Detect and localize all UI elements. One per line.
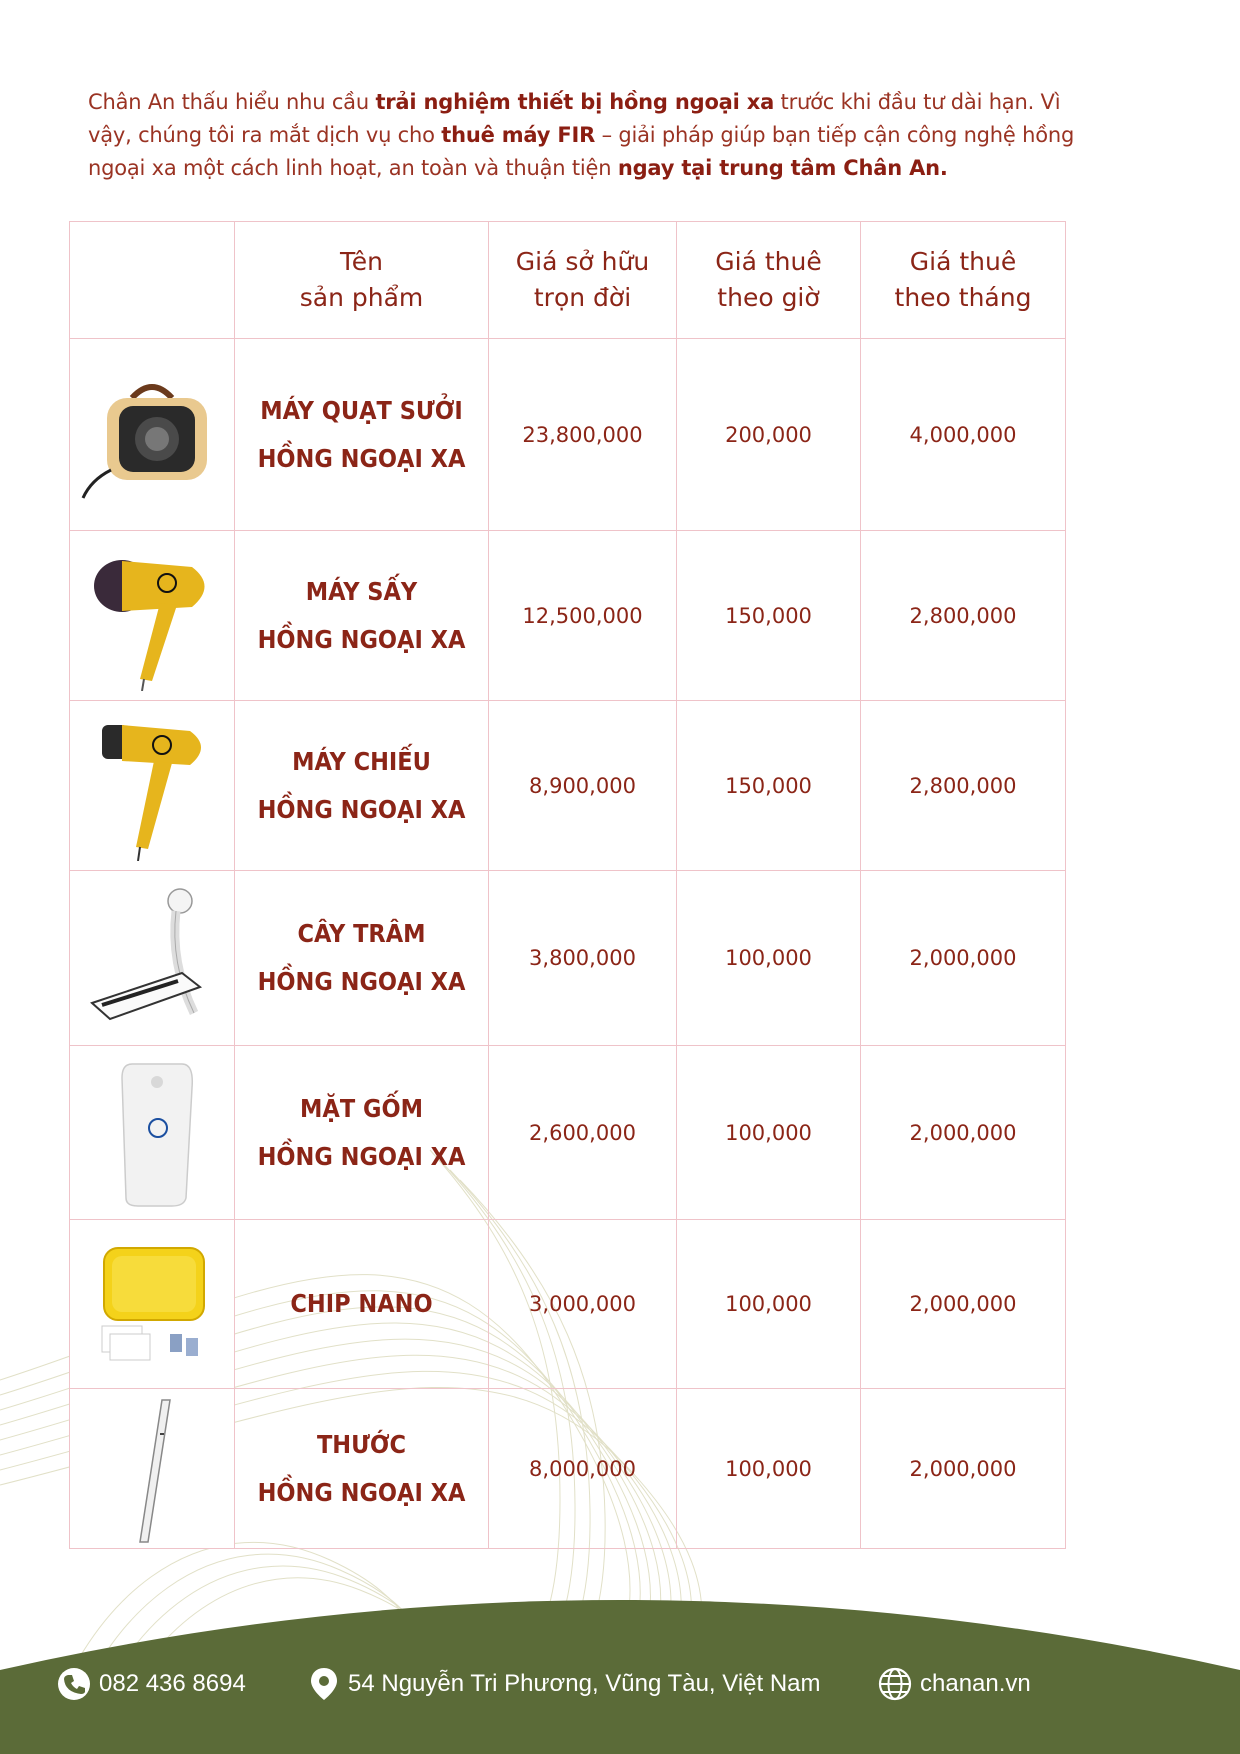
monthly-rent: 4,000,000 xyxy=(861,339,1066,531)
header-monthly-rent: Giá thuê theo tháng xyxy=(861,222,1066,339)
product-image-cell xyxy=(70,1389,235,1549)
hourly-rent: 100,000 xyxy=(677,1220,861,1389)
nano-chip-box-icon xyxy=(82,1234,222,1374)
hourly-rent: 200,000 xyxy=(677,339,861,531)
product-name: MẶT GỐM HỒNG NGOẠI XA xyxy=(235,1046,489,1220)
product-image-cell xyxy=(70,701,235,871)
monthly-rent: 2,000,000 xyxy=(861,871,1066,1046)
header-hourly-rent: Giá thuê theo giờ xyxy=(677,222,861,339)
hair-dryer-icon xyxy=(82,541,222,691)
ownership-price: 23,800,000 xyxy=(489,339,677,531)
footer-website[interactable] xyxy=(878,1660,1031,1708)
ownership-price: 8,000,000 xyxy=(489,1389,677,1549)
product-name: MÁY SẤY HỒNG NGOẠI XA xyxy=(235,531,489,701)
product-image-cell xyxy=(70,339,235,531)
hourly-rent: 150,000 xyxy=(677,531,861,701)
product-image-cell xyxy=(70,1046,235,1220)
footer-address[interactable] xyxy=(308,1660,821,1708)
table-row xyxy=(70,1220,1066,1389)
product-name: CÂY TRÂM HỒNG NGOẠI XA xyxy=(235,871,489,1046)
footer-background xyxy=(0,1560,1240,1754)
address-text[interactable]: 54 Nguyễn Tri Phương, Vũng Tàu, Việt Nam xyxy=(348,1670,821,1697)
fan-heater-icon xyxy=(77,370,227,500)
header-image-cell xyxy=(70,222,235,339)
product-name: MÁY CHIẾU HỒNG NGOẠI XA xyxy=(235,701,489,871)
intro-text-3: – giải pháp giúp bạn tiếp cận công nghệ hồng ngoại xa một cách linh hoạt, an toàn và thuận tiện xyxy=(88,123,1075,180)
product-image-cell xyxy=(70,531,235,701)
hourly-rent: 150,000 xyxy=(677,701,861,871)
product-image-cell xyxy=(70,871,235,1046)
product-image-cell xyxy=(70,1220,235,1389)
hourly-rent: 100,000 xyxy=(677,871,861,1046)
footer-contact-bar xyxy=(0,1660,1240,1708)
monthly-rent: 2,000,000 xyxy=(861,1220,1066,1389)
intro-text-2: trước khi đầu tư dài hạn. Vì vậy, chúng tôi ra mắt dịch vụ cho xyxy=(88,90,1061,147)
ceramic-pad-icon xyxy=(82,1058,222,1208)
ownership-price: 8,900,000 xyxy=(489,701,677,871)
table-header-row xyxy=(70,222,1066,339)
table-row xyxy=(70,1046,1066,1220)
table-row xyxy=(70,871,1066,1046)
intro-bold-3: ngay tại trung tâm Chân An. xyxy=(617,156,948,180)
intro-text-1: Chân An thấu hiểu nhu cầu xyxy=(88,90,376,114)
ownership-price: 2,600,000 xyxy=(489,1046,677,1220)
ownership-price: 3,800,000 xyxy=(489,871,677,1046)
ownership-price: 12,500,000 xyxy=(489,531,677,701)
header-product-name: Tên sản phẩm xyxy=(235,222,489,339)
phone-icon xyxy=(57,1667,91,1701)
location-pin-icon xyxy=(308,1667,340,1701)
rental-price-table xyxy=(69,221,1066,1549)
product-name: CHIP NANO xyxy=(235,1220,489,1389)
globe-icon xyxy=(878,1667,912,1701)
monthly-rent: 2,000,000 xyxy=(861,1046,1066,1220)
intro-bold-1: trải nghiệm thiết bị hồng ngoại xa xyxy=(375,90,775,114)
ownership-price: 3,000,000 xyxy=(489,1220,677,1389)
intro-bold-2: thuê máy FIR xyxy=(441,123,596,147)
intro-paragraph xyxy=(88,86,1098,185)
product-name: MÁY QUẠT SƯỞI HỒNG NGOẠI XA xyxy=(235,339,489,531)
table-row xyxy=(70,1389,1066,1549)
header-ownership-price: Giá sở hữu trọn đời xyxy=(489,222,677,339)
table-row xyxy=(70,339,1066,531)
monthly-rent: 2,000,000 xyxy=(861,1389,1066,1549)
hourly-rent: 100,000 xyxy=(677,1389,861,1549)
monthly-rent: 2,800,000 xyxy=(861,531,1066,701)
phone-number[interactable]: 082 436 8694 xyxy=(99,1670,246,1697)
product-name: THƯỚC HỒNG NGOẠI XA xyxy=(235,1389,489,1549)
monthly-rent: 2,800,000 xyxy=(861,701,1066,871)
ir-projector-icon xyxy=(82,711,222,861)
footer-phone[interactable] xyxy=(57,1660,246,1708)
table-row xyxy=(70,701,1066,871)
table-row xyxy=(70,531,1066,701)
website-link[interactable]: chanan.vn xyxy=(920,1670,1031,1697)
hourly-rent: 100,000 xyxy=(677,1046,861,1220)
ir-ruler-icon xyxy=(82,1394,222,1544)
ir-wand-icon xyxy=(82,883,222,1033)
